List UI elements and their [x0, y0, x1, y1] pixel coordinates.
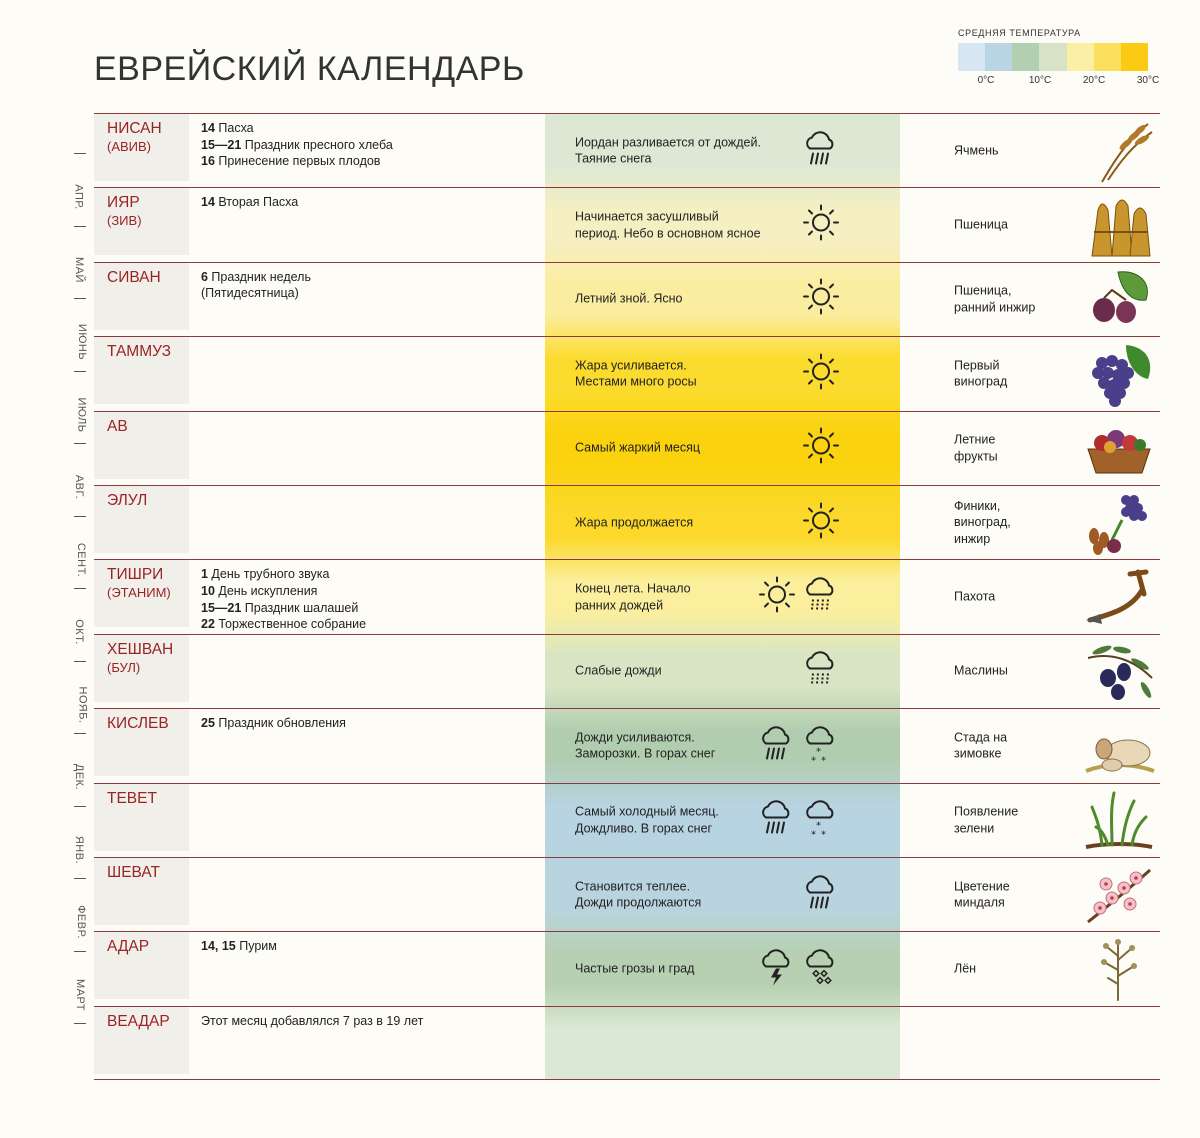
fig-icon [1082, 266, 1156, 332]
month-alt-name: (ЭТАНИМ) [107, 585, 171, 601]
month-row [94, 411, 1160, 485]
weather-cell [545, 486, 900, 559]
light-rain-cloud-icon [802, 649, 840, 694]
gregorian-tick [74, 153, 86, 154]
gregorian-month-label: МАЙ [73, 256, 85, 283]
month-row [94, 113, 1160, 187]
month-alt-name: (ЗИВ) [107, 213, 142, 229]
festival-entry: 14, 15 Пурим [201, 939, 277, 954]
weather-text: Жара продолжается [575, 515, 694, 530]
grapes-icon [1082, 341, 1156, 407]
weather-icons [802, 204, 840, 247]
barley-icon [1082, 118, 1156, 184]
weather-icons [802, 278, 840, 321]
gregorian-tick [74, 516, 86, 517]
legend-swatch [1039, 43, 1066, 71]
month-row [94, 559, 1160, 633]
weather-cell [545, 337, 900, 410]
crop-text: Пшеница, ранний инжир [954, 283, 1036, 315]
sun-icon [802, 278, 840, 321]
festival-entry: Этот месяц добавлялся 7 раз в 19 лет [201, 1013, 424, 1028]
rain-cloud-icon [758, 798, 796, 843]
gregorian-month-label: ФЕВР. [74, 905, 87, 939]
hebrew-month-cell [94, 412, 189, 479]
weather-cell [545, 114, 900, 187]
month-row [94, 931, 1160, 1005]
legend-color-scale [958, 43, 1148, 71]
month-row [94, 783, 1160, 857]
festival-entry: 14 Вторая Пасха [201, 195, 299, 210]
gregorian-tick [74, 733, 86, 734]
festival-entry: 15—21 Праздник пресного хлеба [201, 137, 393, 152]
rain-cloud-icon [802, 872, 840, 917]
weather-cell [545, 858, 900, 931]
festivals-cell [201, 194, 541, 211]
gregorian-month-label: ОКТ. [73, 619, 85, 645]
crop-text: Пахота [954, 589, 996, 604]
snow-cloud-icon [802, 798, 840, 843]
sun-icon [758, 576, 796, 619]
gregorian-month-label: ЯНВ. [73, 835, 85, 864]
legend-tick: 10°C [1028, 75, 1052, 86]
weather-cell [545, 932, 900, 1005]
hebrew-month-cell [94, 263, 189, 330]
weather-cell [545, 188, 900, 261]
flax-icon [1082, 936, 1156, 1002]
legend-swatch [985, 43, 1012, 71]
weather-text: Самый холодный месяц. Дождливо. В горах снег [575, 804, 719, 836]
legend-swatch [1094, 43, 1121, 71]
weather-text: Летний зной. Ясно [575, 292, 683, 307]
month-name: АВ [107, 417, 128, 435]
month-name: ЭЛУЛ [107, 491, 148, 509]
svg-text:*: * [821, 755, 826, 764]
month-row [94, 336, 1160, 410]
weather-icons [758, 723, 840, 768]
legend-tick: 20°C [1082, 75, 1106, 86]
month-name: ТИШРИ [107, 566, 164, 584]
weather-icons [802, 872, 840, 917]
gregorian-tick [74, 661, 86, 662]
gregorian-month-label: СЕНТ. [75, 542, 88, 577]
crop-text: Лён [954, 961, 977, 976]
crop-text: Появление зелени [954, 804, 1019, 836]
weather-cell [545, 412, 900, 485]
gregorian-month-label: АВГ. [73, 474, 85, 500]
crop-text: Маслины [954, 664, 1008, 679]
festival-entry: 10 День искупления [201, 583, 318, 598]
month-name: ИЯР [107, 194, 140, 212]
weather-icons [758, 798, 840, 843]
light-rain-cloud-icon [802, 575, 840, 620]
weather-cell [545, 263, 900, 336]
festival-entry: 6 Праздник недель [201, 269, 311, 284]
crop-text: Ячмень [954, 143, 999, 158]
festival-entry: 15—21 Праздник шалашей [201, 600, 359, 615]
festival-entry: 22 Торжественное собрание [201, 617, 367, 632]
month-name: ХЕШВАН [107, 640, 174, 658]
weather-icons [758, 575, 840, 620]
festivals-cell [201, 1013, 541, 1030]
weather-icons [802, 427, 840, 470]
month-name: ТАММУЗ [107, 343, 171, 361]
gregorian-tick [74, 226, 86, 227]
sun-icon [802, 352, 840, 395]
gregorian-month-label: ИЮНЬ [76, 323, 89, 361]
svg-text:*: * [811, 755, 816, 764]
month-name: ВЕАДАР [107, 1012, 170, 1030]
gregorian-tick [74, 878, 86, 879]
weather-icons [758, 946, 840, 991]
festival-entry: 25 Праздник обновления [201, 716, 346, 731]
month-name: КИСЛЕВ [107, 715, 169, 733]
weather-cell [545, 709, 900, 782]
month-row [94, 187, 1160, 261]
gregorian-tick [74, 443, 86, 444]
sun-icon [802, 204, 840, 247]
weather-text: Иордан разливается от дождей. Таяние снега [575, 135, 761, 166]
crop-text: Пшеница [954, 217, 1008, 232]
crop-text: Первый виноград [954, 358, 1008, 389]
legend-tick: 0°C [977, 75, 995, 86]
legend-swatch [958, 43, 985, 71]
almond-blossom-icon [1082, 862, 1156, 928]
hebrew-month-cell [94, 1007, 189, 1074]
rain-cloud-icon [802, 128, 840, 173]
festival-entry: 1 День трубного звука [201, 567, 330, 582]
plough-icon [1082, 564, 1156, 630]
wheat-sheaf-icon [1082, 192, 1156, 258]
olives-icon [1082, 638, 1156, 704]
snow-cloud-icon [802, 723, 840, 768]
calendar-table [94, 113, 1160, 1080]
svg-text:*: * [816, 746, 821, 758]
festivals-cell [201, 715, 541, 732]
page-title: ЕВРЕЙСКИЙ КАЛЕНДАРЬ [94, 50, 525, 88]
weather-text: Жара усиливается. Местами много росы [575, 358, 697, 389]
weather-cell [545, 635, 900, 708]
hebrew-month-cell [94, 709, 189, 776]
legend-swatch [1121, 43, 1148, 71]
month-row [94, 1006, 1160, 1080]
weather-cell [545, 784, 900, 857]
hebrew-month-cell [94, 114, 189, 181]
month-name: НИСАН [107, 120, 162, 137]
svg-text:*: * [821, 829, 826, 838]
month-name: СИВАН [107, 268, 161, 286]
rain-cloud-icon [758, 723, 796, 768]
gregorian-tick [74, 588, 86, 589]
festivals-cell [201, 269, 541, 302]
month-row [94, 262, 1160, 336]
weather-cell [545, 1007, 900, 1079]
month-row [94, 634, 1160, 708]
hebrew-month-cell [94, 560, 189, 627]
month-row [94, 708, 1160, 782]
crop-text: Летние фрукты [954, 432, 998, 464]
legend-ticks [958, 75, 1158, 89]
hail-cloud-icon [802, 946, 840, 991]
crop-text: Финики, виноград, инжир [954, 498, 1011, 546]
month-name: ТЕВЕТ [107, 789, 157, 807]
gregorian-tick [74, 806, 86, 807]
legend-swatch [1012, 43, 1039, 71]
legend-title: СРЕДНЯЯ ТЕМПЕРАТУРА [958, 28, 1081, 38]
weather-text: Слабые дожди [575, 664, 662, 679]
crop-text: Стада на зимовке [954, 730, 1008, 761]
weather-text: Конец лета. Начало ранних дождей [575, 581, 691, 613]
sun-icon [802, 501, 840, 544]
weather-icons [802, 128, 840, 173]
month-row [94, 857, 1160, 931]
festivals-cell [201, 938, 541, 955]
month-alt-name: (БУЛ) [107, 659, 141, 675]
weather-text: Становится теплее. Дожди продолжаются [575, 879, 702, 910]
crop-text: Цветение миндаля [954, 879, 1010, 910]
legend-swatch [1067, 43, 1094, 71]
hebrew-month-cell [94, 486, 189, 553]
weather-text: Самый жаркий месяц [575, 440, 701, 455]
gregorian-month-scale [64, 113, 94, 1043]
hebrew-month-cell [94, 188, 189, 255]
month-name: ШЕВАТ [107, 863, 160, 881]
gregorian-tick [74, 298, 86, 299]
fruit-basket-icon [1082, 415, 1156, 481]
gregorian-month-label: МАРТ [74, 978, 87, 1011]
svg-text:*: * [816, 820, 821, 832]
svg-text:*: * [811, 829, 816, 838]
gregorian-month-label: НОЯБ. [76, 686, 89, 723]
hebrew-month-cell [94, 784, 189, 851]
legend-tick: 30°C [1136, 75, 1160, 86]
month-row [94, 485, 1160, 559]
month-name: АДАР [107, 938, 150, 956]
weather-text: Частые грозы и град [575, 961, 695, 976]
weather-text: Дожди усиливаются. Заморозки. В горах снег [575, 730, 716, 761]
gregorian-month-label: АПР. [73, 184, 85, 210]
gregorian-month-label: ИЮЛЬ [75, 397, 88, 432]
gregorian-tick [74, 951, 86, 952]
temperature-legend [958, 28, 1158, 89]
month-alt-name: (АВИВ) [107, 139, 152, 154]
festivals-cell [201, 120, 541, 170]
weather-icons [802, 352, 840, 395]
dates-grapes-icon [1082, 490, 1156, 556]
hebrew-month-cell [94, 858, 189, 925]
festival-entry: 16 Принесение первых плодов [201, 154, 381, 169]
festival-entry: 14 Пасха [201, 121, 254, 135]
sprouts-icon [1082, 787, 1156, 853]
hebrew-month-cell [94, 337, 189, 404]
sun-icon [802, 427, 840, 470]
gregorian-tick [74, 371, 86, 372]
gregorian-month-label: ДЕК. [72, 763, 85, 791]
festivals-cell [201, 566, 541, 632]
gregorian-tick [74, 1023, 86, 1024]
weather-text: Начинается засушливый период. Небо в основном ясное [575, 209, 761, 241]
thunder-cloud-icon [758, 946, 796, 991]
hebrew-month-cell [94, 635, 189, 702]
weather-icons [802, 649, 840, 694]
weather-cell [545, 560, 900, 633]
sheep-icon [1082, 713, 1156, 779]
festival-entry: (Пятидесятница) [201, 286, 299, 301]
hebrew-month-cell [94, 932, 189, 999]
weather-icons [802, 501, 840, 544]
